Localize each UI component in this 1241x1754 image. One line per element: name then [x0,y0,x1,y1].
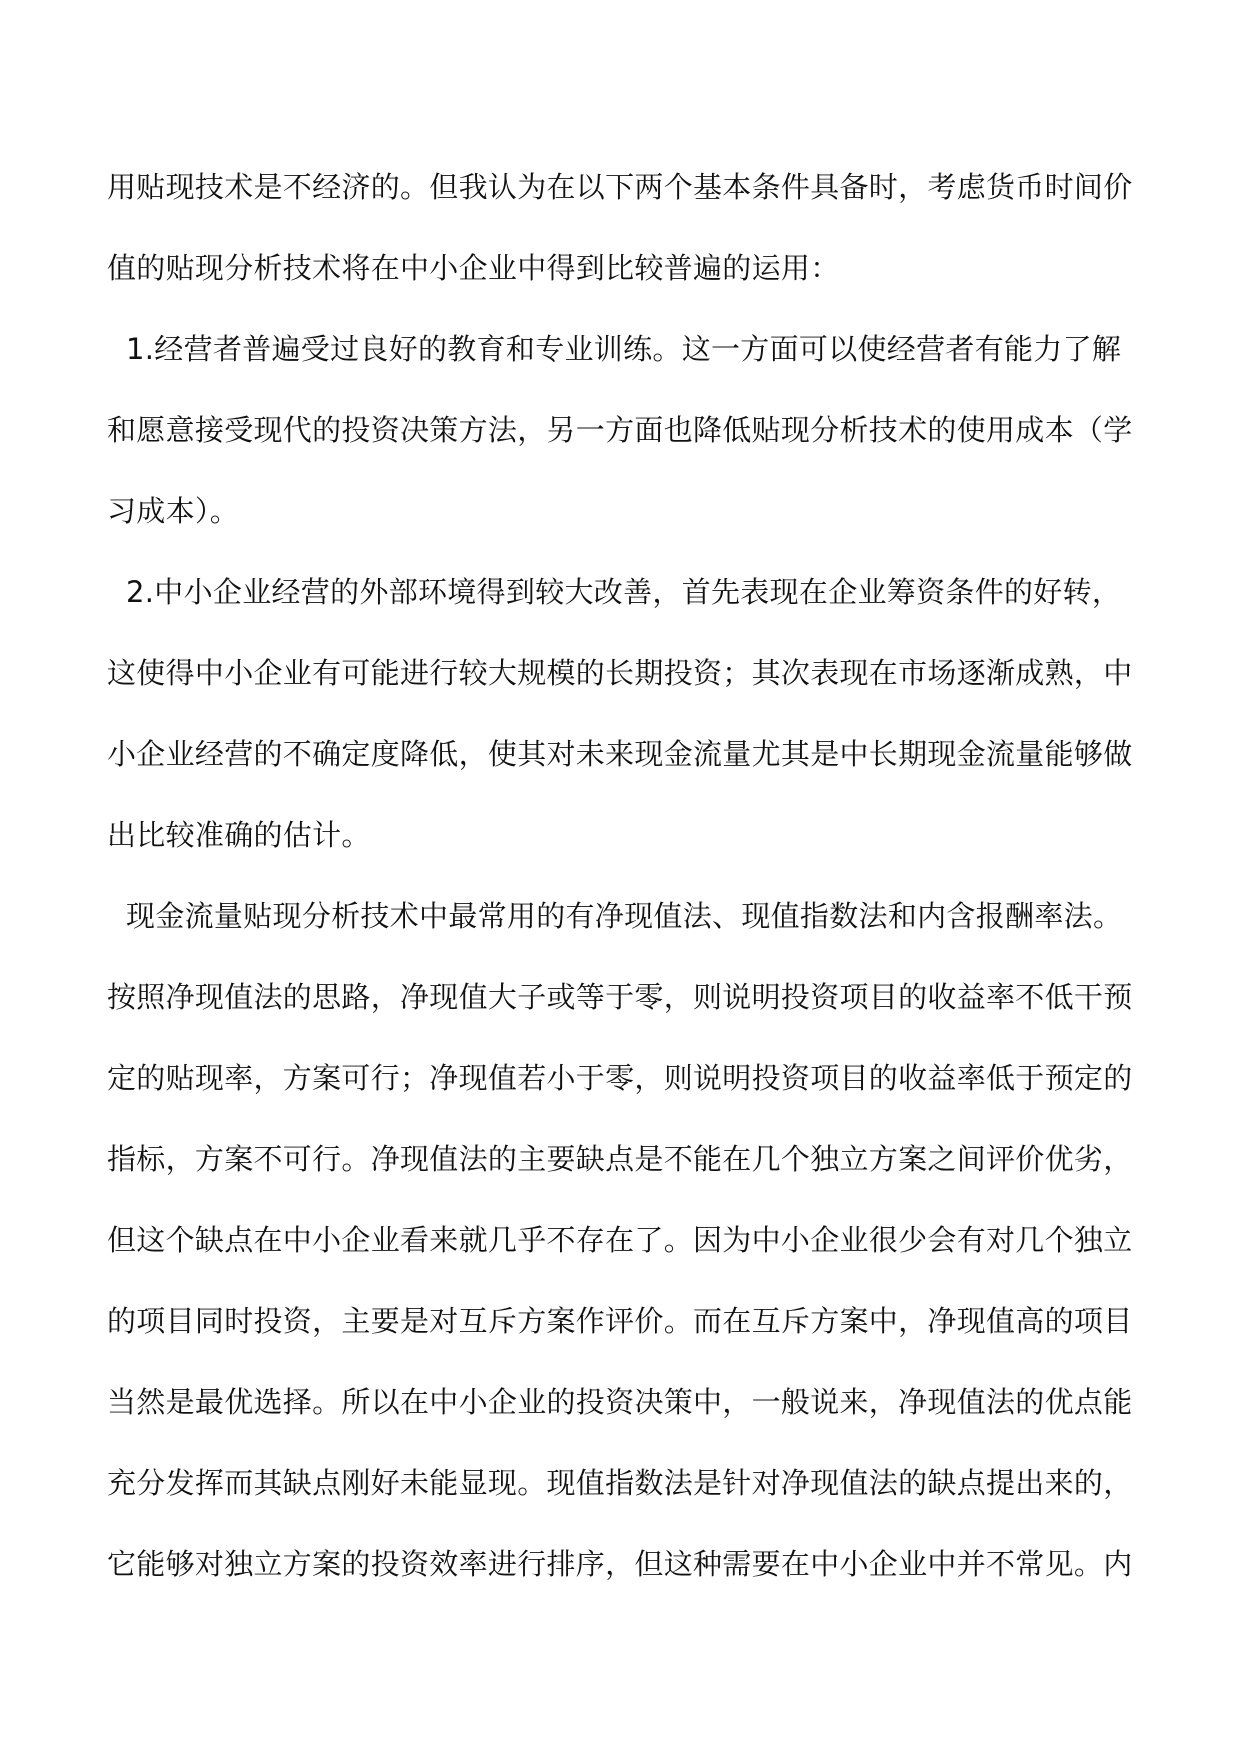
text-line-5: 习成本）。 [107,494,240,528]
text-line-17: 充分发挥而其缺点刚好未能显现。现值指数法是针对净现值法的缺点提出来的， [107,1466,1133,1500]
text-line-12: 定的贴现率，方案可行；净现值若小于零，则说明投资项目的收益率低于预定的 [107,1061,1133,1095]
text-line-14: 但这个缺点在中小企业看来就几乎不存在了。因为中小企业很少会有对几个独立 [107,1223,1133,1257]
text-line-8: 小企业经营的不确定度降低，使其对未来现金流量尤其是中长期现金流量能够做 [107,737,1133,771]
text-line-10: 现金流量贴现分析技术中最常用的有净现值法、现值指数法和内含报酬率法。 [107,899,1123,933]
text-line-1: 用贴现技术是不经济的。但我认为在以下两个基本条件具备时，考虑货币时间价 [107,170,1133,204]
body-text [107,161,1137,1619]
text-line-9: 出比较准确的估计。 [107,818,371,852]
text-line-4: 和愿意接受现代的投资决策方法，另一方面也降低贴现分析技术的使用成本（学 [107,413,1133,447]
text-line-7: 这使得中小企业有可能进行较大规模的长期投资；其次表现在市场逐渐成熟，中 [107,656,1133,690]
text-line-6: 2.中小企业经营的外部环境得到较大改善，首先表现在企业筹资条件的好转， [107,575,1122,609]
text-line-13: 指标，方案不可行。净现值法的主要缺点是不能在几个独立方案之间评价优劣， [107,1142,1133,1176]
text-line-15: 的项目同时投资，主要是对互斥方案作评价。而在互斥方案中，净现值高的项目 [107,1304,1133,1338]
text-line-18: 它能够对独立方案的投资效率进行排序，但这种需要在中小企业中并不常见。内 [107,1547,1133,1581]
text-line-16: 当然是最优选择。所以在中小企业的投资决策中，一般说来，净现值法的优点能 [107,1385,1133,1419]
text-line-3: 1.经营者普遍受过良好的教育和专业训练。这一方面可以使经营者有能力了解 [107,332,1122,366]
text-line-11: 按照净现值法的思路，净现值大子或等于零，则说明投资项目的收益率不低干预 [107,980,1133,1014]
text-line-2: 值的贴现分析技术将在中小企业中得到比较普遍的运用： [107,251,840,285]
